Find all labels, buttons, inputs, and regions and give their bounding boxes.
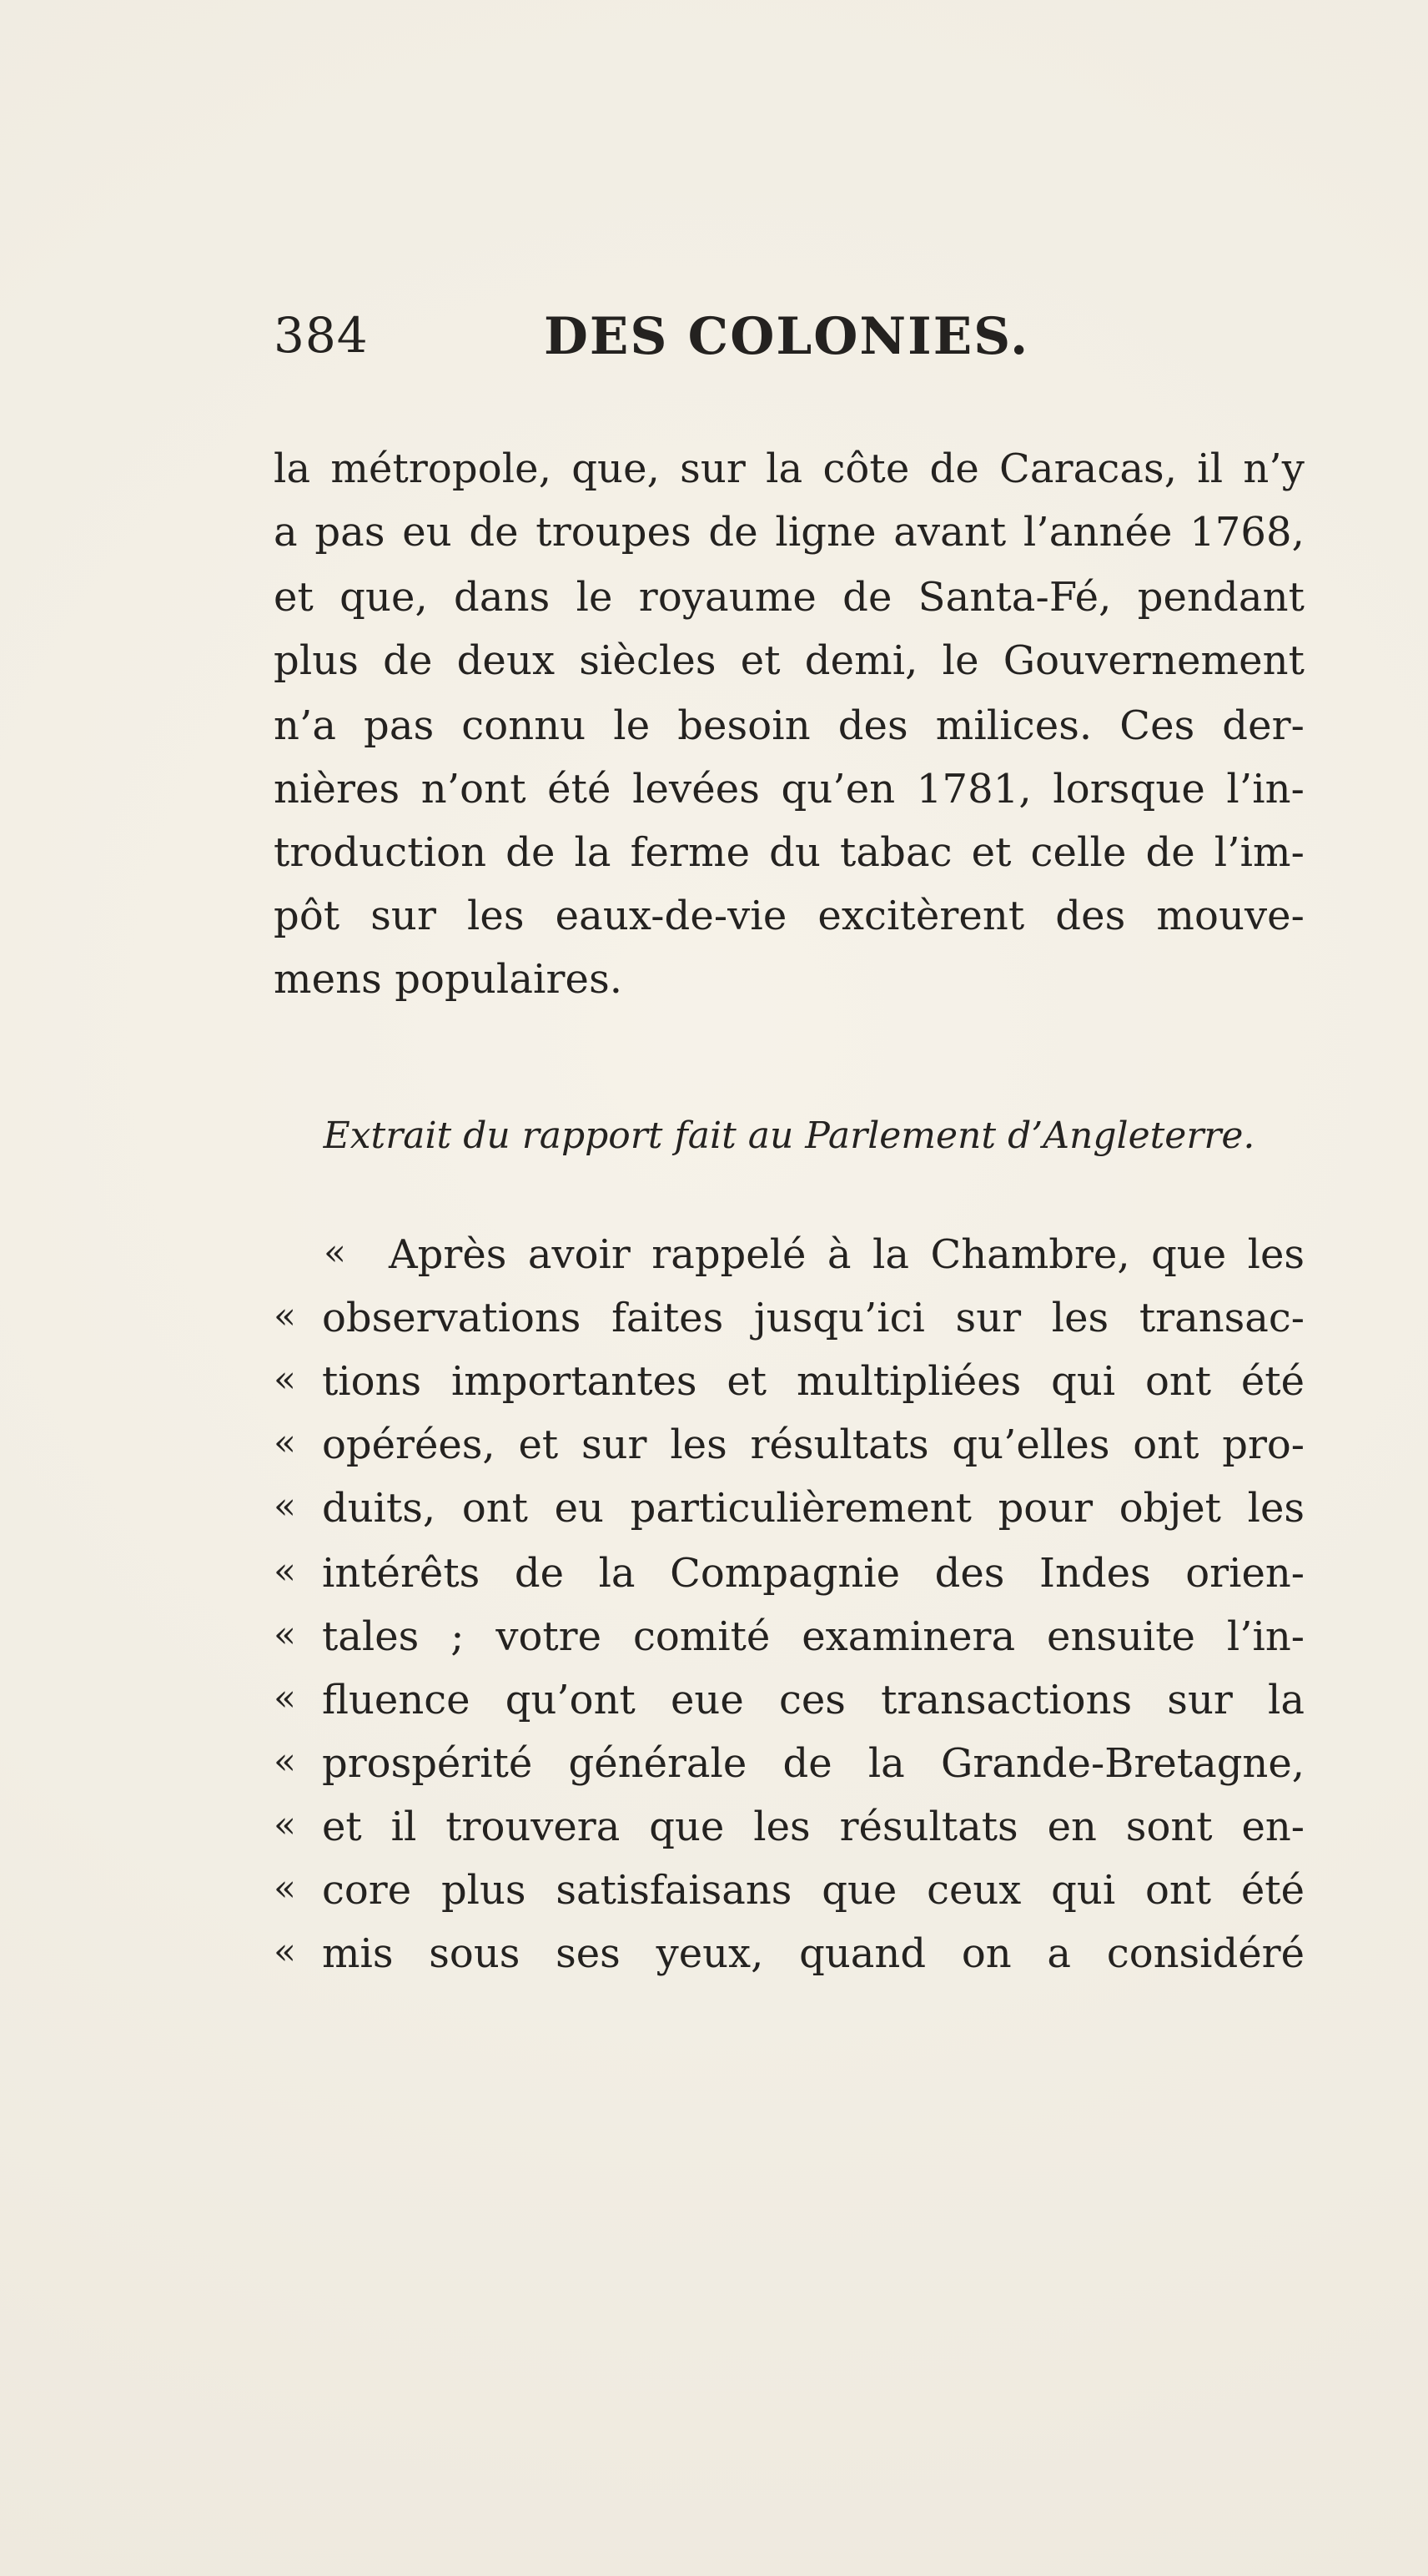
quote-mark: « (274, 1677, 296, 1719)
quote-mark: « (274, 1485, 296, 1527)
body-line: pôt sur les eaux-de-vie excitèrent des mouve- (274, 893, 1305, 939)
body-line: mens populaires. (274, 956, 623, 1003)
quote-line (274, 1231, 1305, 1285)
body-line: n’a pas connu le besoin des milices. Ces der- (274, 702, 1305, 749)
body-line: et que, dans le royaume de Santa-Fé, pendant (274, 574, 1305, 621)
body-line: troduction de la ferme du tabac et celle de l’im- (274, 829, 1305, 876)
quote-line (274, 1930, 1305, 1984)
quote-text: prospérité générale de la Grande-Bretagne, (322, 1740, 1305, 1787)
body-line: plus de deux siècles et demi, le Gouvernement (274, 637, 1305, 684)
quote-mark: « (274, 1930, 296, 1973)
quote-mark: « (274, 1740, 296, 1783)
quote-text: observations faites jusqu’ici sur les transac- (322, 1295, 1305, 1341)
quote-line (274, 1421, 1305, 1475)
body-line: nières n’ont été levées qu’en 1781, lorsque l’in- (274, 766, 1305, 813)
quote-text: fluence qu’ont eue ces transactions sur la (322, 1677, 1305, 1723)
quote-text: Après avoir rappelé à la Chambre, que les (389, 1231, 1305, 1278)
quote-text: mis sous ses yeux, quand on a considéré (322, 1930, 1305, 1977)
quote-line (274, 1485, 1305, 1538)
quote-mark: « (274, 1295, 296, 1337)
quote-text: core plus satisfaisans que ceux qui ont été (322, 1867, 1305, 1914)
quote-mark: « (274, 1358, 296, 1401)
quote-line (274, 1295, 1305, 1348)
quote-text: intérêts de la Compagnie des Indes orien- (322, 1550, 1305, 1597)
quote-mark: « (274, 1867, 296, 1909)
quote-text: opérées, et sur les résultats qu’elles ont pro- (322, 1421, 1305, 1468)
quote-line (274, 1740, 1305, 1794)
quote-mark: « (274, 1550, 296, 1592)
quote-text: et il trouvera que les résultats en sont en- (322, 1804, 1305, 1850)
extract-title: Extrait du rapport fait au Parlement d’Angleterre. (323, 1114, 1255, 1157)
running-head: DES COLONIES. (544, 307, 1030, 366)
quote-line (274, 1867, 1305, 1920)
quote-line (274, 1677, 1305, 1730)
quote-line (274, 1613, 1305, 1667)
quote-mark: « (274, 1613, 296, 1656)
quote-text: tales ; votre comité examinera ensuite l’in- (322, 1613, 1305, 1660)
quote-line (274, 1358, 1305, 1411)
quote-mark: « (324, 1231, 346, 1274)
quote-text: duits, ont eu particulièrement pour objet les (322, 1485, 1305, 1532)
body-line: la métropole, que, sur la côte de Caracas, il n’y (274, 445, 1305, 492)
quote-mark: « (274, 1804, 296, 1846)
quote-text: tions importantes et multipliées qui ont été (322, 1358, 1305, 1405)
quote-line (274, 1804, 1305, 1857)
page-number: 384 (274, 307, 369, 364)
quote-mark: « (274, 1421, 296, 1464)
quote-line (274, 1550, 1305, 1603)
body-line: a pas eu de troupes de ligne avant l’année 1768, (274, 509, 1305, 556)
